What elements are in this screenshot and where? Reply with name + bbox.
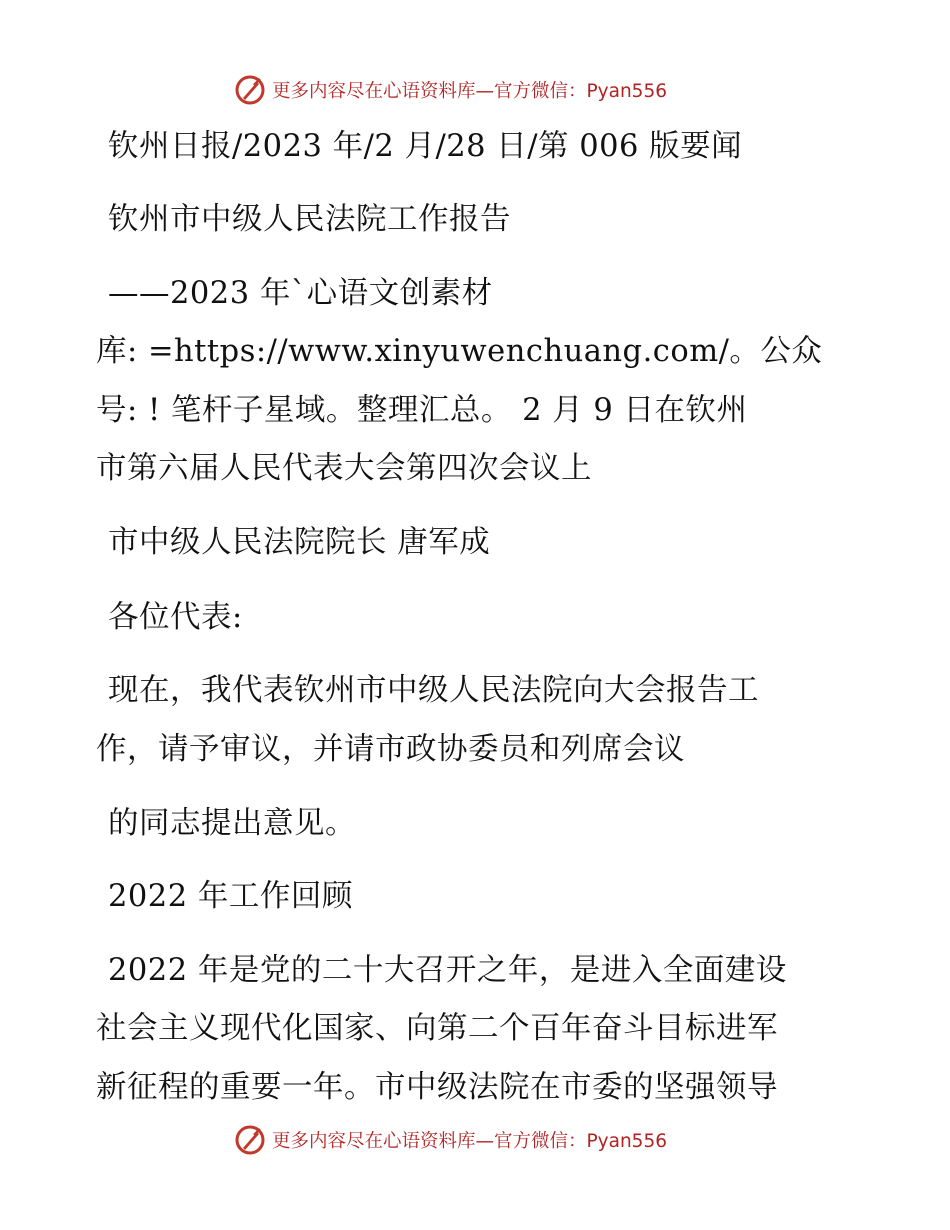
salutation: 各位代表: (108, 600, 243, 635)
body-line: 作，请予审议，并请市政协委员和列席会议 (96, 732, 685, 767)
watermark-banner-bottom (234, 1122, 714, 1158)
body-line: 库: =https://www.xinyuwenchuang.com/。公众 (96, 334, 823, 369)
body-line: 新征程的重要一年。市中级法院在市委的坚强领导 (96, 1070, 778, 1105)
newspaper-dateline: 钦州日报/2023 年/2 月/28 日/第 006 版要闻 (108, 129, 743, 164)
body-line: 2022 年是党的二十大召开之年，是进入全面建设 (108, 953, 787, 988)
watermark-text: 更多内容尽在心语资料库—官方微信：Pyan556 (272, 1131, 667, 1152)
section-heading: 2022 年工作回顾 (108, 879, 353, 914)
watermark-text: 更多内容尽在心语资料库—官方微信：Pyan556 (272, 81, 667, 102)
body-line: 现在，我代表钦州市中级人民法院向大会报告工 (108, 673, 759, 708)
report-subtitle: ——2023 年`心语文创素材 (108, 276, 493, 311)
body-line: 的同志提出意见。 (108, 806, 356, 841)
quill-pen-circle-icon (234, 1124, 266, 1156)
speaker-line: 市中级人民法院院长 唐军成 (108, 525, 491, 560)
report-title: 钦州市中级人民法院工作报告 (108, 202, 511, 237)
body-line: 号: ! 笔杆子星域。整理汇总。 2 月 9 日在钦州 (96, 393, 748, 428)
watermark-banner-top (234, 72, 714, 108)
body-line: 社会主义现代化国家、向第二个百年奋斗目标进军 (96, 1011, 778, 1046)
quill-pen-circle-icon (234, 74, 266, 106)
body-line: 市第六届人民代表大会第四次会议上 (96, 451, 592, 486)
